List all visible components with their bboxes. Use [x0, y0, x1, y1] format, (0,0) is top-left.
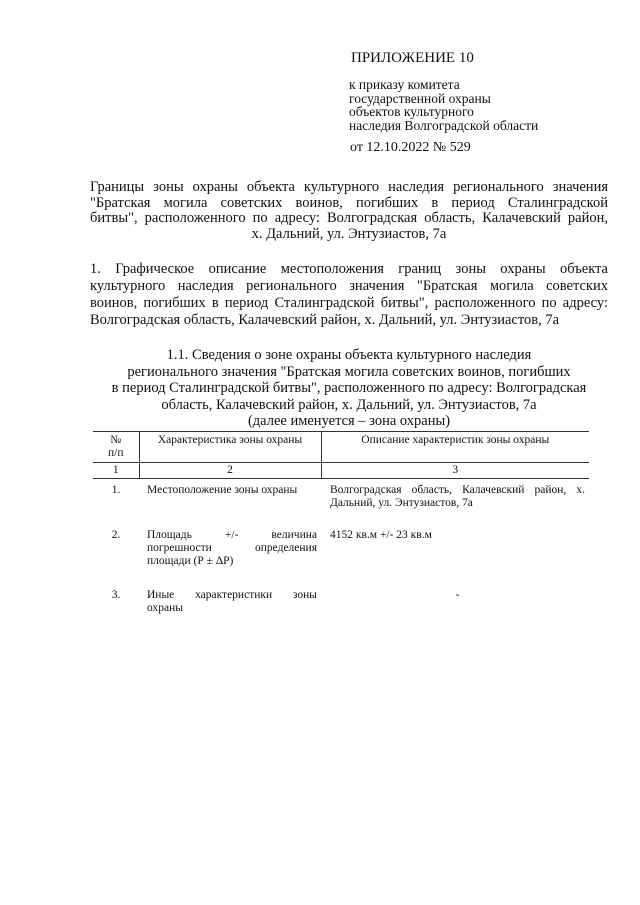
row-index: 1. [111, 484, 121, 496]
header-num-abbr: п/п [107, 447, 124, 459]
table-row [93, 479, 589, 524]
table-row [93, 524, 589, 584]
appendix-subtitle-line: государственной охраны [349, 90, 491, 106]
section-1-line: 1. Графическое описание местоположения границ зоны охраны объекта [90, 261, 608, 277]
boundary-title [90, 180, 608, 242]
characteristic-line: погрешности определения [147, 541, 317, 554]
column-number-row [93, 463, 589, 479]
characteristic-line: Площадь +/- величина [147, 528, 317, 541]
row-characteristic [139, 479, 321, 524]
boundary-title-line: "Братская могила советских воинов, погибших в период Сталинградской [90, 194, 608, 211]
appendix-subtitle [349, 78, 538, 132]
row-characteristic [139, 524, 321, 584]
row-description: Волгоградская область, Калачевский район, х. Дальний, ул. Энтузиастов, 7а [330, 484, 585, 509]
section-1-line: воинов, погибших в период Сталинградской битвы", расположенного по адресу: [90, 295, 608, 311]
boundary-title-line: х. Дальний, ул. Энтузиастов, 7а [251, 225, 447, 242]
header-characteristic: Характеристика зоны охраны [139, 432, 321, 463]
subsection-line: (далее именуется – зона охраны) [247, 413, 451, 429]
table-row [93, 584, 589, 617]
appendix-subtitle-line: объектов культурного [349, 104, 474, 119]
header-num [93, 432, 139, 463]
boundary-title-line: битвы", расположенного по адресу: Волгоградская область, Калачевский район, [90, 210, 608, 226]
characteristic-line: площади (Р ± ΔР) [147, 554, 234, 567]
column-number: 2 [139, 463, 321, 479]
subsection-line: регионального значения "Братская могила советских воинов, погибших [127, 363, 571, 380]
characteristic-line: Иные характеристики зоны [147, 588, 317, 601]
table-header-row [93, 432, 589, 463]
section-1-line: культурного наследия регионального значения "Братская могила советских [90, 278, 608, 294]
header-description: Описание характеристик зоны охраны [321, 432, 589, 463]
characteristic-line: охраны [147, 601, 183, 614]
subsection-line: область, Калачевский район, х. Дальний, ул. Энтузиастов, 7а [161, 396, 537, 413]
appendix-date-number: от 12.10.2022 № 529 [350, 140, 471, 155]
column-number: 1 [93, 463, 139, 479]
section-1-line: Волгоградская область, Калачевский район, х. Дальний, ул. Энтузиастов, 7а [90, 312, 560, 328]
appendix-title: ПРИЛОЖЕНИЕ 10 [351, 50, 474, 66]
row-characteristic [139, 584, 321, 617]
subsection-line: в период Сталинградской битвы", расположенного по адресу: Волгоградская [111, 380, 587, 396]
characteristic-line: Местоположение зоны охраны [147, 484, 298, 496]
row-index: 2. [111, 528, 121, 541]
appendix-subtitle-line: к приказу комитета [349, 77, 460, 92]
row-index: 3. [111, 588, 121, 601]
appendix-subtitle-line: наследия Волгоградской области [349, 117, 539, 133]
subsection-line: 1.1. Сведения о зоне охраны объекта культурного наследия [166, 347, 532, 363]
boundary-title-line: Границы зоны охраны объекта культурного наследия регионального значения [90, 179, 608, 195]
section-1-paragraph [90, 261, 608, 329]
header-num-symbol: № [110, 434, 122, 446]
protection-zone-table [93, 431, 589, 617]
column-number: 3 [321, 463, 589, 479]
subsection-1-1-heading [95, 347, 603, 430]
row-description: 4152 кв.м +/- 23 кв.м [330, 528, 432, 541]
row-description: - [455, 588, 460, 601]
